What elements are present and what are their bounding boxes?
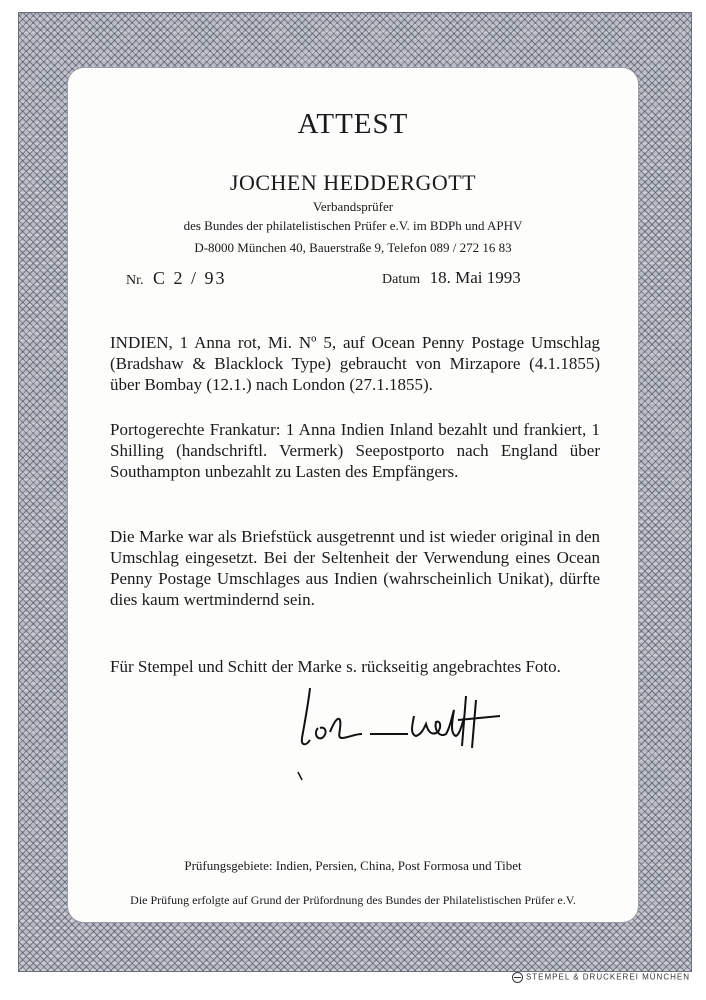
paragraph-photo-note: Für Stempel und Schitt der Marke s. rückseitig angebrachtes Foto.: [110, 657, 561, 676]
number-value: C 2 / 93: [153, 268, 227, 288]
certificate-panel: [70, 70, 636, 920]
examination-basis: Die Prüfung erfolgte auf Grund der Prüfordnung des Bundes der Philatelistischen Prüfer e.V.: [130, 893, 576, 907]
examiner-name: JOCHEN HEDDERGOTT: [229, 170, 477, 195]
number-label: Nr.: [126, 273, 144, 288]
certificate-number: [126, 268, 227, 289]
examiner-association: des Bundes der philatelistischen Prüfer e.V. im BDPh und APHV: [183, 218, 523, 233]
examiner-address: D-8000 München 40, Bauerstraße 9, Telefon 089 / 272 16 83: [194, 240, 512, 255]
paragraph-condition: Die Marke war als Briefstück ausgetrennt und ist wieder original in den Umschlag eingesetzt. Bei der Seltenheit der Verwendung eines Ocean Penny Postage Umschlages aus Indien (wahrscheinlich Unikat), dürfte dies kaum wertmindernd sein.: [110, 527, 600, 609]
printer-logo-icon: [512, 972, 523, 983]
paragraph-description: INDIEN, 1 Anna rot, Mi. Nº 5, auf Ocean Penny Postage Umschlag (Bradshaw & Blacklock Type) gebraucht von Mirzapore (4.1.1855) über Bombay (12.1.) nach London (27.1.1855).: [110, 333, 600, 394]
examination-areas: Prüfungsgebiete: Indien, Persien, China, Post Formosa und Tibet: [184, 858, 522, 873]
examiner-role: Verbandsprüfer: [312, 199, 394, 214]
printer-name: STEMPEL & DRUCKEREI MÜNCHEN: [525, 972, 690, 982]
certificate-date: [382, 268, 521, 288]
document-title: ATTEST: [297, 108, 409, 140]
handwritten-signature: [290, 676, 520, 786]
date-value: 18. Mai 1993: [429, 268, 521, 287]
paragraph-franking: Portogerechte Frankatur: 1 Anna Indien Inland bezahlt und frankiert, 1 Shilling (handschriftl. Vermerk) Seepostporto nach England über Southampton unbezahlt zu Lasten des Empfängers.: [110, 420, 600, 481]
printer-imprint: [512, 972, 690, 983]
date-label: Datum: [382, 272, 421, 287]
